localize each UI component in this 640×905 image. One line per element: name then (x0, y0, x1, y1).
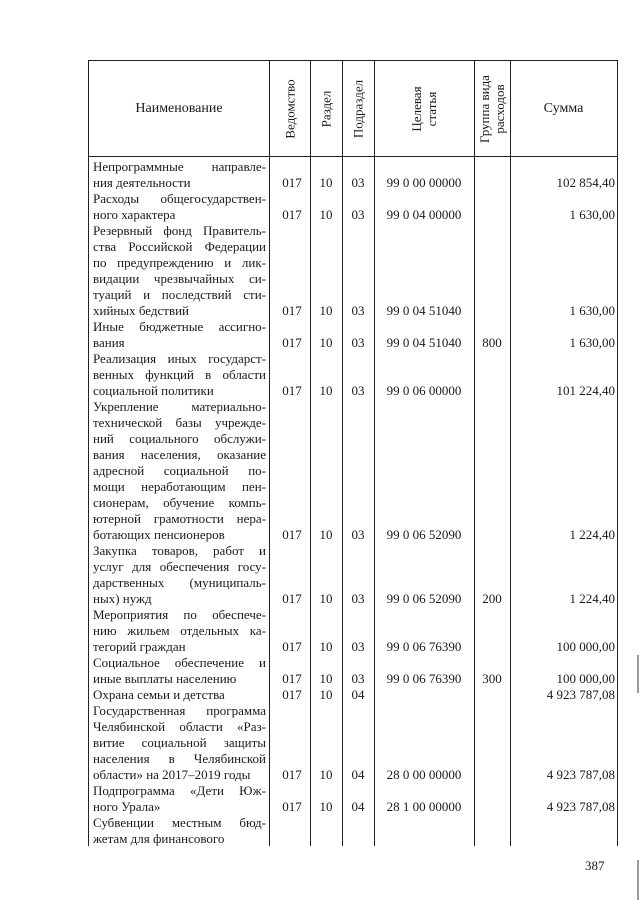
row-podrazdel (342, 831, 374, 847)
row-summa: 4 923 787,08 (546, 687, 615, 702)
row-razdel: 10 (319, 527, 333, 542)
scan-mark (637, 860, 639, 900)
row-podrazdel: 04 (351, 799, 365, 814)
row-summa: 1 224,40 (569, 591, 615, 606)
header-gruppa-label: Группа вида расходов (477, 74, 507, 143)
row-razdel: 10 (319, 383, 333, 398)
header-summa (510, 61, 617, 156)
row-name-line: адресной социальной по- (93, 463, 266, 478)
row-celevaya: 99 0 06 00000 (386, 383, 462, 398)
header-razdel-label: Раздел (318, 90, 334, 127)
row-celevaya (374, 687, 474, 703)
table-row (89, 543, 617, 607)
table-row (89, 815, 617, 847)
header-vedomstvo-label: Ведомство (282, 78, 297, 139)
row-name-line: венных функций в области (93, 367, 266, 382)
row-name (93, 783, 266, 815)
row-name-line: Иные бюджетные ассигно- (93, 319, 266, 334)
row-summa: 1 630,00 (569, 207, 615, 222)
row-celevaya: 99 0 04 51040 (386, 303, 462, 318)
row-vedomstvo: 017 (282, 527, 302, 542)
row-celevaya: 99 0 04 51040 (386, 335, 462, 350)
page-number: 387 (585, 858, 605, 873)
row-razdel (310, 831, 342, 847)
row-podrazdel: 03 (351, 175, 365, 190)
row-razdel: 10 (319, 175, 333, 190)
row-name-line: Резервный фонд Правитель- (93, 223, 266, 238)
row-name-line: сионерам, обучение компь- (93, 495, 266, 510)
row-name-line: Реализация иных государст- (93, 351, 266, 366)
row-razdel: 10 (319, 671, 333, 686)
row-podrazdel: 03 (351, 383, 365, 398)
row-gruppa: 200 (482, 591, 502, 606)
row-name-line: иные выплаты населению (93, 671, 237, 686)
table-row (89, 687, 617, 703)
row-name (93, 543, 266, 607)
row-vedomstvo: 017 (282, 671, 302, 686)
row-vedomstvo: 017 (282, 799, 302, 814)
table-row (89, 319, 617, 351)
row-summa: 4 923 787,08 (546, 799, 615, 814)
row-razdel: 10 (319, 207, 333, 222)
budget-table (88, 60, 618, 846)
row-summa: 100 000,00 (556, 671, 615, 686)
row-name (93, 399, 266, 543)
header-vedomstvo (269, 61, 310, 156)
row-gruppa (474, 639, 510, 655)
row-gruppa (474, 799, 510, 815)
row-name-line: ного Урала» (93, 799, 161, 814)
row-summa: 1 224,40 (569, 527, 615, 542)
header-podrazdel (342, 61, 374, 156)
row-summa (510, 831, 615, 847)
row-vedomstvo: 017 (282, 591, 302, 606)
header-celevaya (374, 61, 474, 156)
row-name-line: Закупка товаров, работ и (93, 543, 266, 558)
header-name (89, 61, 269, 156)
row-summa: 101 224,40 (556, 383, 615, 398)
row-celevaya: 99 0 06 52090 (386, 527, 462, 542)
row-razdel: 10 (319, 799, 333, 814)
row-name (93, 223, 266, 319)
row-celevaya: 28 0 00 00000 (386, 767, 462, 782)
row-podrazdel: 03 (351, 671, 365, 686)
row-name (93, 687, 266, 703)
table-row (89, 159, 617, 191)
row-name-line: Расходы общегосударствен- (93, 191, 266, 206)
row-name-line: области» на 2017–2019 годы (93, 767, 251, 782)
row-name-line: Социальное обеспечение и (93, 655, 266, 670)
row-name-line: Охрана семьи и детства (93, 687, 225, 702)
row-name (93, 607, 266, 655)
row-name-line: вания населения, оказание (93, 447, 266, 462)
row-podrazdel: 03 (351, 303, 365, 318)
row-name-line: мощи неработающим пен- (93, 479, 266, 494)
row-name-line: ютерной грамотности нера- (93, 511, 266, 526)
row-razdel: 10 (319, 335, 333, 350)
row-vedomstvo: 017 (282, 175, 302, 190)
row-celevaya: 99 0 06 76390 (386, 639, 462, 654)
row-name-line: видации чрезвычайных си- (93, 271, 266, 286)
row-name-line: вания (93, 335, 125, 350)
row-name (93, 655, 266, 687)
scan-mark (637, 655, 639, 693)
table-row (89, 223, 617, 319)
row-name-line: ного характера (93, 207, 176, 222)
table-row (89, 607, 617, 655)
header-celevaya-label: Целевая статья (409, 85, 439, 132)
row-name-line: хийных бедствий (93, 303, 190, 318)
row-gruppa (474, 303, 510, 319)
row-celevaya: 99 0 00 00000 (386, 175, 462, 190)
row-summa: 102 854,40 (556, 175, 615, 190)
row-razdel: 10 (319, 591, 333, 606)
header-name-label: Наименование (135, 100, 223, 116)
row-summa: 4 923 787,08 (546, 767, 615, 782)
row-vedomstvo: 017 (282, 303, 302, 318)
row-name (93, 191, 266, 223)
row-podrazdel: 03 (351, 639, 365, 654)
row-celevaya: 99 0 06 76390 (386, 671, 462, 686)
row-gruppa (474, 831, 510, 847)
row-name (93, 815, 266, 847)
row-name-line: социальной политики (93, 383, 214, 398)
row-name-line: ния деятельности (93, 175, 191, 190)
row-vedomstvo: 017 (282, 207, 302, 222)
table-row (89, 399, 617, 543)
row-name-line: Челябинской области «Раз- (93, 719, 266, 734)
row-name-line: Непрограммные направле- (93, 159, 266, 174)
table-row (89, 783, 617, 815)
row-gruppa: 800 (482, 335, 502, 350)
row-name-line: Субвенции местным бюд- (93, 815, 266, 830)
row-name-line: дарственных (муниципаль- (93, 575, 266, 590)
row-vedomstvo: 017 (282, 767, 302, 782)
row-name-line: Подпрограмма «Дети Юж- (93, 783, 266, 798)
row-razdel: 10 (319, 303, 333, 318)
row-vedomstvo: 017 (282, 383, 302, 398)
row-vedomstvo: 017 (282, 335, 302, 350)
row-vedomstvo (275, 831, 309, 847)
row-podrazdel: 04 (351, 767, 365, 782)
row-vedomstvo: 017 (282, 687, 302, 702)
row-name-line: ний социального обслужи- (93, 431, 266, 446)
row-name-line: услуг для обеспечения госу- (93, 559, 266, 574)
row-gruppa (474, 207, 510, 223)
row-name-line: туаций и последствий сти- (93, 287, 266, 302)
row-razdel: 10 (319, 687, 333, 702)
row-name-line: Укрепление материально- (93, 399, 266, 414)
row-celevaya (374, 831, 474, 847)
header-divider (89, 156, 617, 157)
header-summa-label: Сумма (543, 100, 584, 116)
row-celevaya: 28 1 00 00000 (386, 799, 462, 814)
row-podrazdel: 03 (351, 591, 365, 606)
table-row (89, 655, 617, 687)
header-podrazdel-label: Подраздел (350, 79, 366, 138)
row-gruppa: 300 (482, 671, 502, 686)
row-razdel: 10 (319, 639, 333, 654)
header-razdel (310, 61, 342, 156)
row-summa: 1 630,00 (569, 335, 615, 350)
row-razdel: 10 (319, 767, 333, 782)
row-name-line: Мероприятия по обеспече- (93, 607, 266, 622)
row-gruppa (474, 767, 510, 783)
row-name-line: нию жильем отдельных ка- (93, 623, 266, 638)
row-name (93, 159, 266, 191)
row-podrazdel: 03 (351, 335, 365, 350)
header-gruppa (474, 61, 510, 156)
row-celevaya: 99 0 06 52090 (386, 591, 462, 606)
row-celevaya: 99 0 04 00000 (386, 207, 462, 222)
table-row (89, 351, 617, 399)
row-name-line: тегорий граждан (93, 639, 186, 654)
row-name-line: Государственная программа (93, 703, 266, 718)
row-name-line: технической базы учрежде- (93, 415, 266, 430)
row-summa: 1 630,00 (569, 303, 615, 318)
row-name-line: ства Российской Федерации (93, 239, 266, 254)
row-name-line: ных) нужд (93, 591, 152, 606)
row-name (93, 703, 266, 783)
row-name-line: жетам для финансового (93, 831, 225, 846)
row-name-line: витие социальной защиты (93, 735, 266, 750)
row-podrazdel: 03 (351, 527, 365, 542)
row-gruppa (474, 687, 510, 703)
row-podrazdel: 03 (351, 207, 365, 222)
row-name-line: населения в Челябинской (93, 751, 266, 766)
table-row (89, 191, 617, 223)
row-name (93, 351, 266, 399)
table-row (89, 703, 617, 783)
row-name-line: ботающих пенсионеров (93, 527, 225, 542)
row-name (93, 319, 266, 351)
row-vedomstvo: 017 (282, 639, 302, 654)
row-gruppa (474, 527, 510, 543)
row-gruppa (474, 383, 510, 399)
row-summa: 100 000,00 (556, 639, 615, 654)
row-name-line: по предупреждению и лик- (93, 255, 266, 270)
row-podrazdel: 04 (351, 687, 365, 702)
row-gruppa (474, 175, 510, 191)
